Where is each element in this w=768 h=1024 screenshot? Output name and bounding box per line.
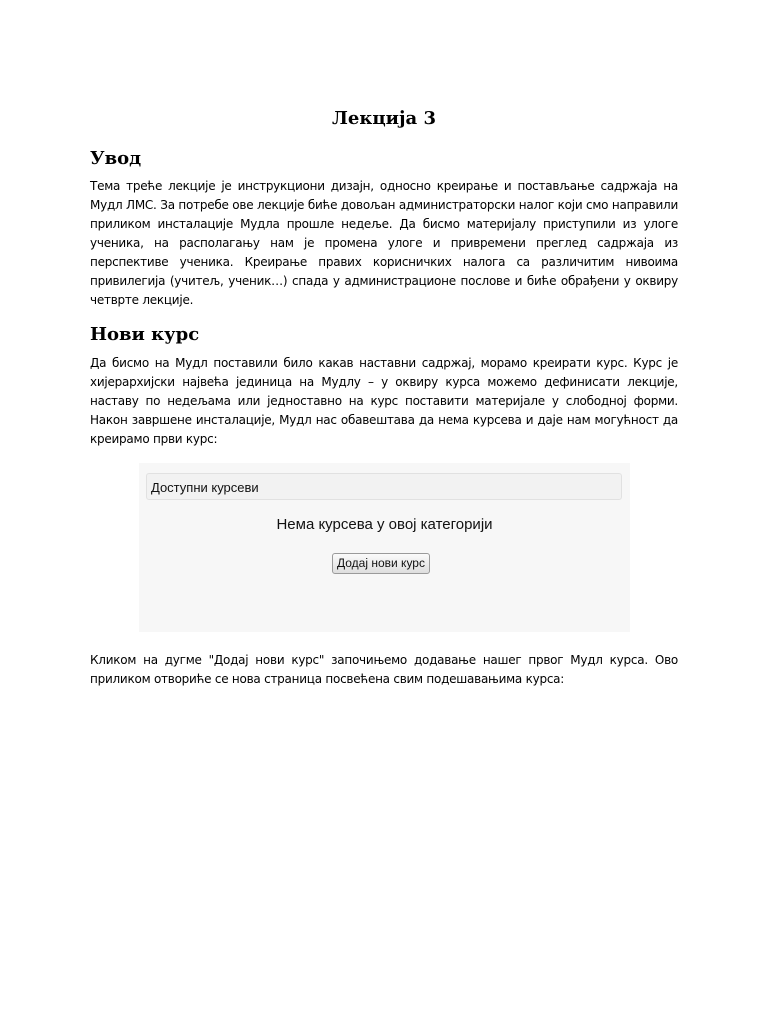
section-heading-new-course: Нови курс [90, 324, 200, 345]
intro-paragraph: Тема треће лекције је инструкциони дизајн, односно креирање и постављање садржаја на Мудл ЛМС. За потребе ове лекције биће довољан администраторски налог који смо направили приликом инсталације Мудла прошле недеље. Да бисмо материјалу приступили из улоге ученика, на располагању нам је промена улоге и привремени преглед садржаја из перспективе ученика. Креирање правих корисничких налога са различитим нивоима привилегија (учитељ, ученик…) спада у администрационе послове и биће обрађени у оквиру четврте лекције. [90, 179, 678, 307]
embedded-screenshot [139, 463, 630, 632]
new-course-paragraph: Да бисмо на Мудл поставили било какав наставни садржај, морамо креирати курс. Курс је хијерархијски највећа јединица на Мудлу – у оквиру курса можемо дефинисати лекције, наставу по недељама или једноставно на курс поставити материјале у слободној форми. Након завршене инсталације, Мудл нас обавештава да нема курсева и даје нам могућност да креирамо први курс: [90, 356, 678, 446]
available-courses-label: Доступни курсеви [151, 480, 259, 495]
add-new-course-button[interactable]: Додај нови курс [332, 553, 430, 574]
no-courses-message: Нема курсева у овој категорији [276, 516, 493, 533]
closing-paragraph: Кликом на дугме "Додај нови курс" започињемо додавање нашег првог Мудл курса. Ово приликом отвориће се нова страница посвећена свим подешавањима курса: [90, 653, 678, 686]
section-heading-intro: Увод [90, 148, 142, 169]
page-title: Лекција 3 [332, 108, 436, 129]
available-courses-header [146, 473, 622, 500]
